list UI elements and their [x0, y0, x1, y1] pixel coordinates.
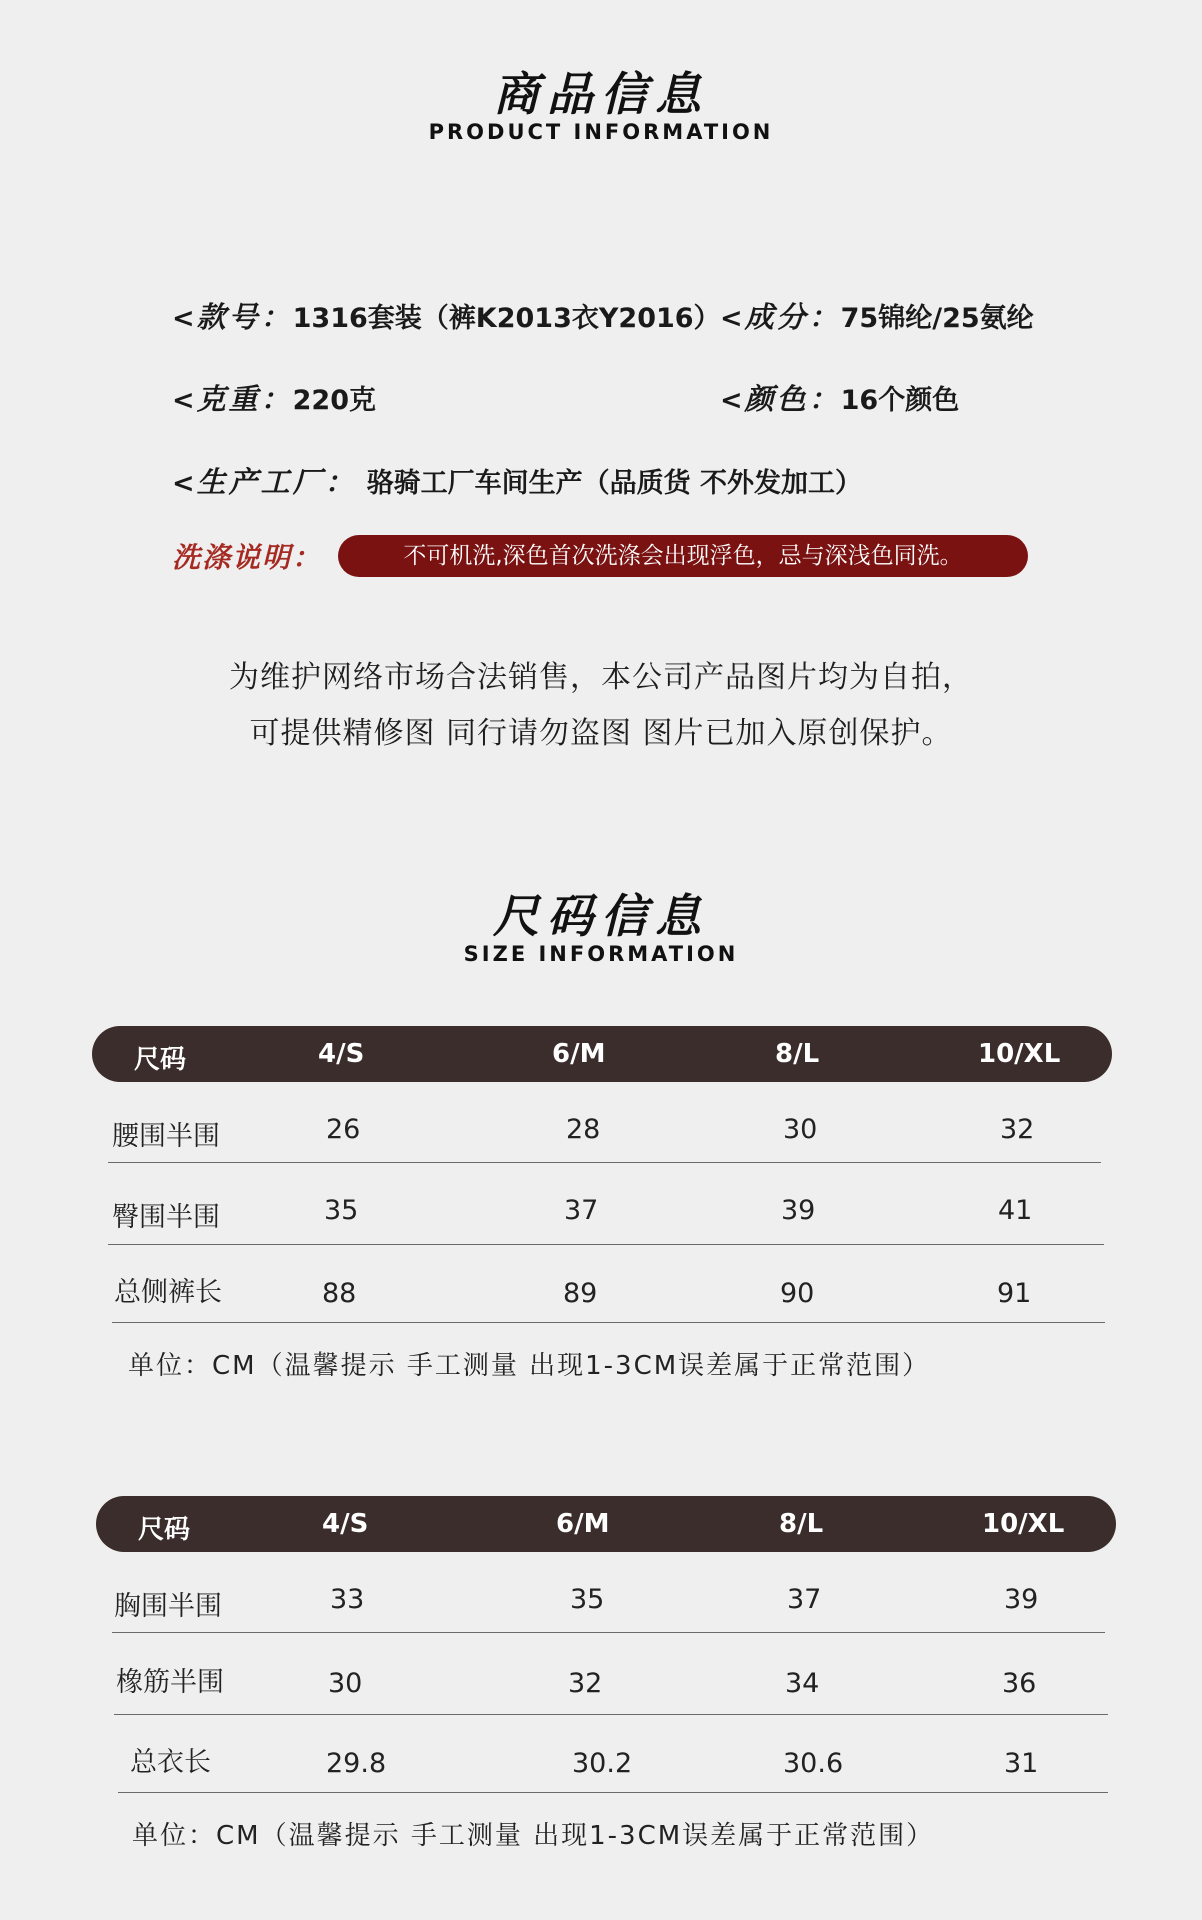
weight-line [172, 377, 376, 418]
style-number-line [172, 295, 721, 336]
pants-unit-note: 单位：CM（温馨提示 手工测量 出现1-3CM误差属于正常范围） [128, 1351, 931, 1381]
cell: 30.6 [783, 1748, 844, 1779]
row-label: 橡筋半围 [116, 1667, 224, 1698]
row-divider [112, 1322, 1105, 1323]
style-number-key: 款号： [196, 300, 293, 334]
cell: 32 [568, 1668, 603, 1699]
size-info-subtitle: SIZE INFORMATION [463, 942, 739, 966]
table-row [0, 1114, 1202, 1154]
weight-value: 220克 [292, 385, 377, 416]
row-label: 胸围半围 [114, 1591, 222, 1622]
table-row [0, 1274, 1202, 1314]
cell: 31 [1004, 1748, 1039, 1779]
cell: 33 [330, 1584, 365, 1615]
header-6m: 6/M [556, 1509, 610, 1539]
table-row [0, 1195, 1202, 1235]
cell: 30 [783, 1114, 818, 1145]
product-info-subtitle: PRODUCT INFORMATION [428, 120, 774, 144]
header-4s: 4/S [322, 1509, 369, 1539]
cell: 34 [785, 1668, 820, 1699]
cell: 88 [322, 1278, 357, 1309]
cell: 37 [787, 1584, 822, 1615]
notice-line-2: 可提供精修图 同行请勿盗图 图片已加入原创保护。 [249, 716, 953, 751]
color-line [720, 377, 959, 418]
header-10xl: 10/XL [978, 1039, 1061, 1069]
arrow-left-icon: < [172, 468, 195, 499]
cell: 41 [998, 1195, 1033, 1226]
header-10xl: 10/XL [982, 1509, 1065, 1539]
size-info-title: 尺码信息 [493, 889, 709, 943]
row-divider [108, 1244, 1104, 1245]
wash-instructions: 不可机洗,深色首次洗涤会出现浮色，忌与深浅色同洗。 [338, 535, 1028, 577]
table-row [0, 1744, 1202, 1784]
cell: 30 [328, 1668, 363, 1699]
cell: 28 [566, 1114, 601, 1145]
cell: 37 [564, 1195, 599, 1226]
header-size: 尺码 [134, 1045, 187, 1075]
composition-line [720, 295, 1034, 336]
cell: 29.8 [326, 1748, 387, 1779]
row-label: 腰围半围 [112, 1121, 220, 1152]
cell: 32 [1000, 1114, 1035, 1145]
factory-key: 生产工厂： [196, 465, 357, 499]
row-label: 臀围半围 [112, 1202, 220, 1233]
row-label: 总侧裤长 [114, 1277, 222, 1308]
cell: 30.2 [572, 1748, 633, 1779]
color-value: 16个颜色 [840, 385, 960, 416]
header-6m: 6/M [552, 1039, 606, 1069]
row-label: 总衣长 [130, 1747, 211, 1778]
product-info-title: 商品信息 [493, 67, 709, 121]
header-size: 尺码 [138, 1515, 191, 1545]
top-table-header [96, 1496, 1116, 1552]
style-number-value: 1316套装（裤K2013衣Y2016） [292, 303, 721, 334]
cell: 90 [780, 1278, 815, 1309]
cell: 89 [563, 1278, 598, 1309]
table-row [0, 1584, 1202, 1624]
notice-line-1: 为维护网络市场合法销售，本公司产品图片均为自拍， [229, 660, 973, 695]
cell: 39 [1004, 1584, 1039, 1615]
weight-key: 克重： [196, 382, 293, 416]
cell: 35 [324, 1195, 359, 1226]
top-unit-note: 单位：CM（温馨提示 手工测量 出现1-3CM误差属于正常范围） [132, 1821, 935, 1851]
arrow-left-icon: < [720, 303, 743, 334]
composition-value: 75锦纶/25氨纶 [840, 303, 1034, 334]
cell: 35 [570, 1584, 605, 1615]
arrow-left-icon: < [172, 303, 195, 334]
cell: 39 [781, 1195, 816, 1226]
pants-table-header [92, 1026, 1112, 1082]
cell: 91 [997, 1278, 1032, 1309]
cell: 26 [326, 1114, 361, 1145]
header-8l: 8/L [775, 1039, 820, 1069]
row-divider [118, 1792, 1108, 1793]
composition-key: 成分： [744, 300, 841, 334]
color-key: 颜色： [744, 382, 841, 416]
factory-value: 骆骑工厂车间生产（品质货 不外发加工） [366, 468, 863, 499]
cell: 36 [1002, 1668, 1037, 1699]
row-divider [112, 1632, 1105, 1633]
table-row [0, 1664, 1202, 1704]
wash-label: 洗涤说明： [172, 541, 323, 574]
factory-line [172, 460, 862, 501]
arrow-left-icon: < [720, 385, 743, 416]
header-8l: 8/L [779, 1509, 824, 1539]
row-divider [108, 1162, 1101, 1163]
header-4s: 4/S [318, 1039, 365, 1069]
row-divider [114, 1714, 1108, 1715]
arrow-left-icon: < [172, 385, 195, 416]
